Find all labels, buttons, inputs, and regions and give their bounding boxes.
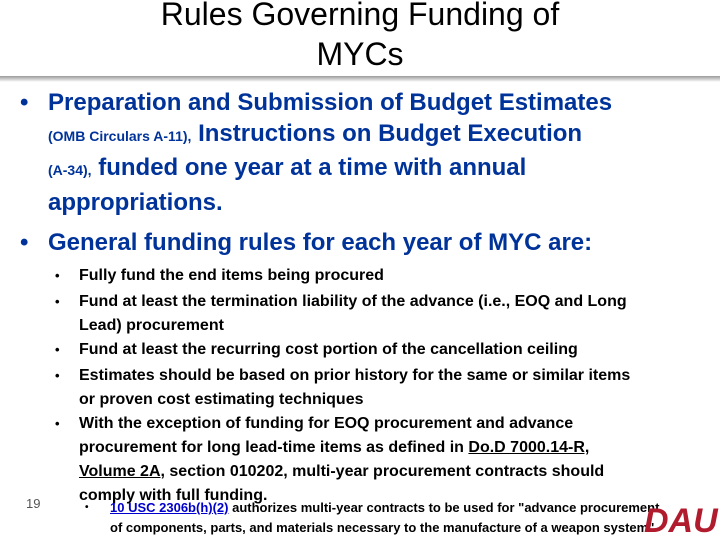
sub-bullet-text: With the exception of funding for EOQ procurement and advance [79,415,574,432]
sub-bullet-dot: • [55,342,60,357]
bullet-budget-line-4: appropriations. [48,189,223,216]
sub-bullet-text: Lead) procurement [79,317,224,334]
sub-sub-text: of components, parts, and materials necessary to the manufacture of a weapon system" [110,520,655,535]
slide-title-line1: Rules Governing Funding of [160,0,560,32]
dau-logo [640,492,720,540]
a34-ref: (A-34), [48,162,92,178]
funded-text: funded one year at a time with annual [98,154,527,181]
sub-bullet-dot: • [55,416,60,431]
bullet-budget-line-3 [48,154,526,182]
bullet-dot: • [20,229,29,256]
sub-bullet-text: Fund at least the recurring cost portion of the cancellation ceiling [79,341,578,358]
sub-bullet-text: comply with full funding. [79,487,268,504]
slide-title-line2: MYCs [316,36,404,72]
sub-bullet-dot: • [55,294,60,309]
sub-bullet-text: Estimates should be based on prior history for the same or similar items [79,367,631,384]
sub-bullet-text: Fund at least the termination liability of the advance (i.e., EOQ and Long [79,293,627,310]
instructions-text: Instructions on Budget Execution [198,120,583,147]
omb-circulars-ref: (OMB Circulars A-11), [48,128,192,144]
sub-bullet-text: procurement for long lead-time items as defined in [79,439,469,456]
sub-bullet-text: Fully fund the end items being procured [79,267,384,284]
bullet-budget-line-2 [48,120,582,148]
page-number: 19 [26,496,41,511]
bullet-general-rules-text: General funding rules for each year of MYC are: [48,229,593,256]
sub-sub-bullet-dot: • [85,502,89,513]
volume-2a-link[interactable]: Volume 2A [79,463,161,480]
dau-logo-text: DAU [644,502,718,540]
bullet-line-1: Preparation and Submission of Budget Estimates [48,89,613,116]
sub-bullet-dot: • [55,368,60,383]
usc-2306b-link[interactable]: 10 USC 2306b(h)(2) [110,500,229,515]
sub-bullet-text: , section 010202, multi-year procurement contracts should [160,463,605,480]
sub-sub-text: authorizes multi-year contracts to be used for "advance procurement [228,500,660,515]
title-divider [0,76,720,82]
sub-bullet-dot: • [55,268,60,283]
dod-7000-14r-link[interactable]: Do.D 7000.14-R, [468,439,590,456]
sub-bullet-text: or proven cost estimating techniques [79,391,364,408]
slide-title [60,0,660,74]
bullet-dot: • [20,89,29,116]
